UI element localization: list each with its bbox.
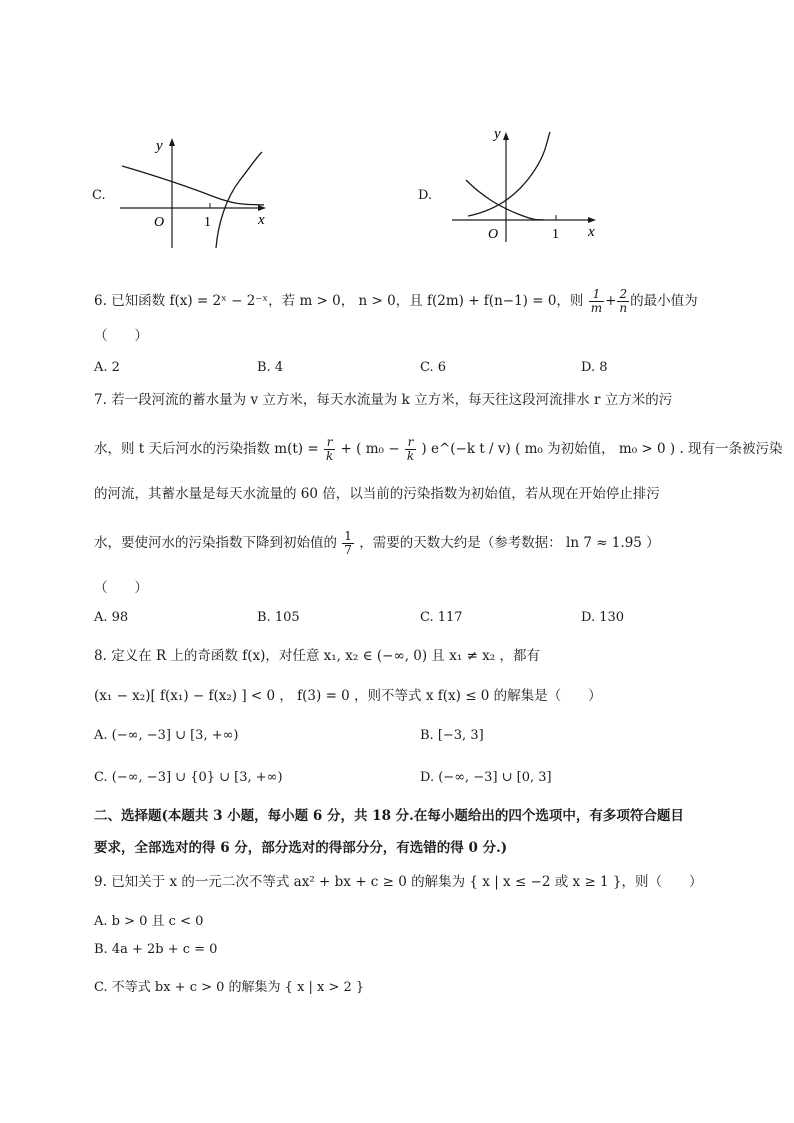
q7-line-3: 的河流，其蓄水量是每天水流量的 60 倍，以当前的污染指数为初始值，若从现在开始停止排污 [94, 486, 660, 502]
q6-fraction-2 [617, 288, 629, 315]
graph-d-container [418, 124, 618, 254]
q7-line-2 [94, 436, 783, 463]
q8-line-2: (x₁ − x₂)[ f(x₁) − f(x₂) ] < 0 ， f(3) = 0 ，则不等式 x f(x) ≤ 0 的解集是（ ） [94, 688, 602, 704]
graph-d-x-label: x [588, 224, 595, 240]
q8-option-a[interactable]: A. (−∞, −3] ∪ [3, +∞) [94, 728, 239, 743]
q7-option-d[interactable]: D. 130 [581, 610, 625, 625]
q9-option-a[interactable]: A. b > 0 且 c < 0 [94, 914, 204, 929]
q6-paren: （ ） [94, 328, 148, 344]
q6-plus: + [605, 293, 617, 309]
graph-d-origin: O [488, 227, 499, 242]
q8-number: 8. [94, 648, 107, 664]
q8-option-d[interactable]: D. (−∞, −3] ∪ [0, 3] [420, 770, 552, 785]
q7-fracB-num: r [405, 436, 416, 450]
q7-line2-exponent: ) e^(−k t / v) [421, 441, 511, 457]
q7-line2-end: ( m₀ 为初始值， m₀ > 0 ) . 现有一条被污染 [515, 441, 783, 457]
q6-option-b[interactable]: B. 4 [257, 360, 284, 375]
q7-line4-frac-den: 7 [344, 543, 352, 557]
graph-c-y-arrow [169, 138, 175, 146]
q7-fraction-r-k-2 [405, 436, 416, 463]
q6-stem [94, 288, 698, 315]
section-2-heading-line-2: 要求，全部选对的得 6 分，部分选对的得部分分，有选错的得 0 分.) [94, 840, 508, 856]
q7-line4-frac-num: 1 [344, 529, 352, 543]
graph-d-label: D. [418, 188, 433, 203]
q9-stem [94, 872, 703, 892]
q6-tail: 的最小值为 [630, 293, 698, 309]
q7-option-c[interactable]: C. 117 [420, 610, 463, 625]
q7-fracB-den: k [406, 449, 415, 463]
q7-fraction-r-k-1 [324, 436, 335, 463]
q8-option-b[interactable]: B. [−3, 3] [420, 728, 484, 743]
q7-line2-start: 水，则 t 天后河水的污染指数 m(t) = [94, 441, 319, 457]
q9-number: 9. [94, 874, 107, 890]
q6-option-a[interactable]: A. 2 [94, 360, 120, 375]
graph-c-x-label: x [258, 212, 265, 228]
graph-d-increasing-curve [468, 132, 550, 216]
q9-option-b[interactable]: B. 4a + 2b + c = 0 [94, 942, 218, 957]
graph-c-x-arrow [258, 205, 266, 211]
graph-d-y-label: y [494, 126, 501, 142]
q7-paren: （ ） [94, 580, 148, 596]
q6-text: 已知函数 f(x) = 2ˣ − 2⁻ˣ，若 m > 0， n > 0，且 f(2m) + f(n−1) = 0，则 [111, 293, 584, 309]
q8-option-c[interactable]: C. (−∞, −3] ∪ {0} ∪ [3, +∞) [94, 770, 283, 785]
graph-c-label: C. [92, 188, 106, 203]
q7-line4-start: 水，要使河水的污染指数下降到初始值的 [94, 535, 337, 551]
q7-line2-mid: + ( m₀ − [340, 441, 400, 457]
q7-line-1 [94, 390, 672, 410]
q6-number: 6. [94, 293, 107, 309]
graph-d-x-arrow [588, 217, 596, 223]
q8-line1-text: 定义在 R 上的奇函数 f(x)，对任意 x₁, x₂ ∈ (−∞, 0) 且 x₁ ≠ x₂ ，都有 [111, 648, 540, 664]
graph-d-plot [448, 124, 618, 249]
q6-frac1-num: 1 [589, 288, 604, 302]
q8-line-1 [94, 646, 540, 666]
graph-c-origin: O [154, 215, 165, 230]
q7-option-b[interactable]: B. 105 [257, 610, 300, 625]
q7-line-4 [94, 530, 660, 557]
graph-c-decreasing-curve [122, 166, 264, 205]
q6-option-d[interactable]: D. 8 [581, 360, 608, 375]
graph-c-tick-label: 1 [204, 215, 211, 230]
graph-c-y-label: y [156, 138, 163, 154]
q7-line4-end: ，需要的天数大约是（参考数据： ln 7 ≈ 1.95 ） [359, 535, 660, 551]
q9-option-c[interactable]: C. 不等式 bx + c > 0 的解集为 { x | x > 2 } [94, 980, 365, 995]
q7-option-a[interactable]: A. 98 [94, 610, 129, 625]
q7-number: 7. [94, 392, 107, 408]
graph-d-y-arrow [503, 132, 509, 140]
q7-fracA-num: r [324, 436, 335, 450]
q7-fraction-one-seventh [342, 530, 354, 557]
graph-d-tick-label: 1 [552, 227, 559, 242]
q9-text: 已知关于 x 的一元二次不等式 ax² + bx + c ≥ 0 的解集为 { x | x ≤ −2 或 x ≥ 1 }，则（ ） [111, 874, 703, 890]
q7-fracA-den: k [325, 449, 334, 463]
q6-frac2-num: 2 [617, 288, 629, 302]
q7-line1-text: 若一段河流的蓄水量为 v 立方米，每天水流量为 k 立方米，每天往这段河流排水 r 立方米的污 [111, 392, 673, 408]
graph-c-container [92, 136, 292, 256]
q6-fraction-1 [589, 288, 604, 315]
q6-frac2-den: n [619, 301, 628, 315]
q6-option-c[interactable]: C. 6 [420, 360, 447, 375]
graph-c-plot [116, 136, 276, 256]
section-2-heading-line-1: 二、选择题(本题共 3 小题，每小题 6 分，共 18 分.在每小题给出的四个选项中，有多项符合题目 [94, 808, 684, 824]
q6-frac1-den: m [590, 301, 603, 315]
